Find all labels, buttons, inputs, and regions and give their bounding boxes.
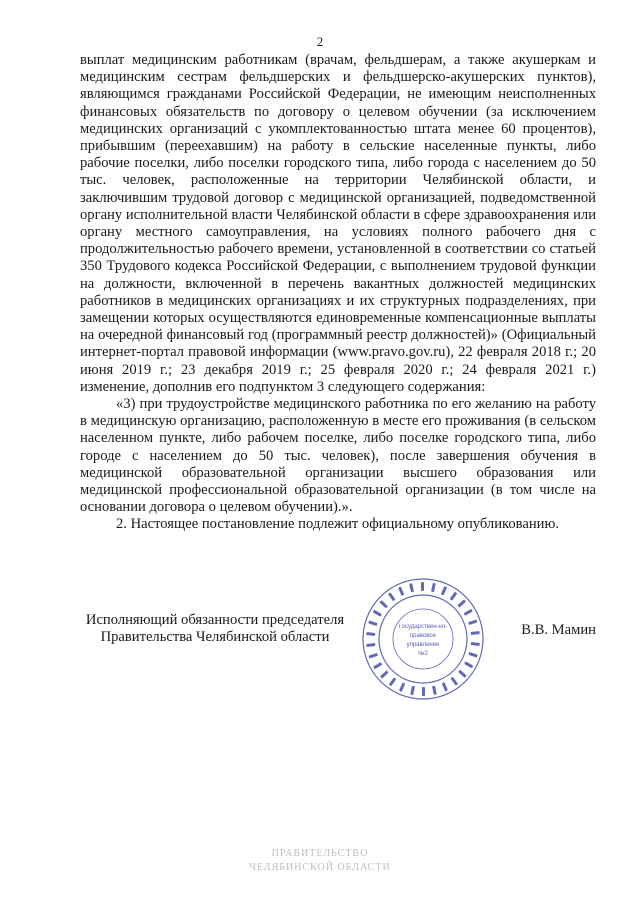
stamp-inner-line-4: №2 (418, 651, 428, 657)
stamp-inner-line-3: управление (406, 642, 440, 648)
document-body (80, 52, 596, 534)
paragraph-subpoint-3: «3) при трудоустройстве медицинского работника по его желанию на работу в медицинскую организацию, расположенную в месте его проживания (в сельском населенном пункте, либо рабочем поселке, либо поселке городского типа, либо городе с населением до 50 тыс. человек), после завершения обучения в медицинской образовательной организации высшего образования или медицинской профессиональной образовательной организации (в том числе на основании договора о целевом обучении).». (80, 396, 596, 516)
seal-ring-lettering (366, 582, 480, 696)
footer-watermark-line-2: ЧЕЛЯБИНСКОЙ ОБЛАСТИ (249, 862, 391, 873)
signer-title-line-2: Правительства Челябинской области (100, 629, 330, 646)
signer-name: В.В. Мамин (521, 622, 596, 638)
paragraph-publication-clause: 2. Настоящее постановление подлежит официальному опубликованию. (116, 516, 560, 533)
page-number: 2 (316, 34, 324, 49)
signature-block (80, 612, 596, 672)
signer-title-line-1: Исполняющий обязанности председателя (85, 612, 345, 628)
stamp-inner-line-1: Государствен-но- (398, 624, 448, 630)
official-seal-stamp (360, 576, 486, 702)
signer-title (80, 612, 350, 646)
stamp-inner-line-2: правовое (409, 633, 437, 639)
paragraph-continuation: выплат медицинским работникам (врачам, фельдшерам, а также акушеркам и медицинским сестрам фельдшерских и фельдшерско-акушерских пунктов), являющимся гражданами Российской Федерации, не имеющим неисполненных финансовых обязательств по договору о целевом обучении (за исключением медицинских организаций с укомплектованностью штата менее 60 процентов), прибывшим (переехавшим) на работу в сельские населенные пункты, либо рабочие поселки, либо поселки городского типа, либо города с населением до 50 тыс. человек, расположенные на территории Челябинской области, и заключившим трудовой договор с медицинской организацией, подведомственной органу исполнительной власти Челябинской области в сфере здравоохранения или органу местного самоуправления, на условиях полного рабочего дня с продолжительностью рабочего времени, установленной в соответствии со статьей 350 Трудового кодекса Российской Федерации, с выполнением трудовой функции на должности, включенной в перечень вакантных должностей медицинских работников в медицинских организациях и их структурных подразделениях, при замещении которых осуществляются единовременные компенсационные выплаты на очередной финансовый год (программный реестр должностей)» (Официальный интернет-портал правовой информации (www.pravo.gov.ru), 22 февраля 2018 г.; 20 июня 2019 г.; 23 декабря 2019 г.; 25 февраля 2020 г.; 24 февраля 2021 г.) изменение, дополнив его подпунктом 3 следующего содержания: (80, 52, 596, 395)
footer-watermark-line-1: ПРАВИТЕЛЬСТВО (271, 848, 369, 859)
